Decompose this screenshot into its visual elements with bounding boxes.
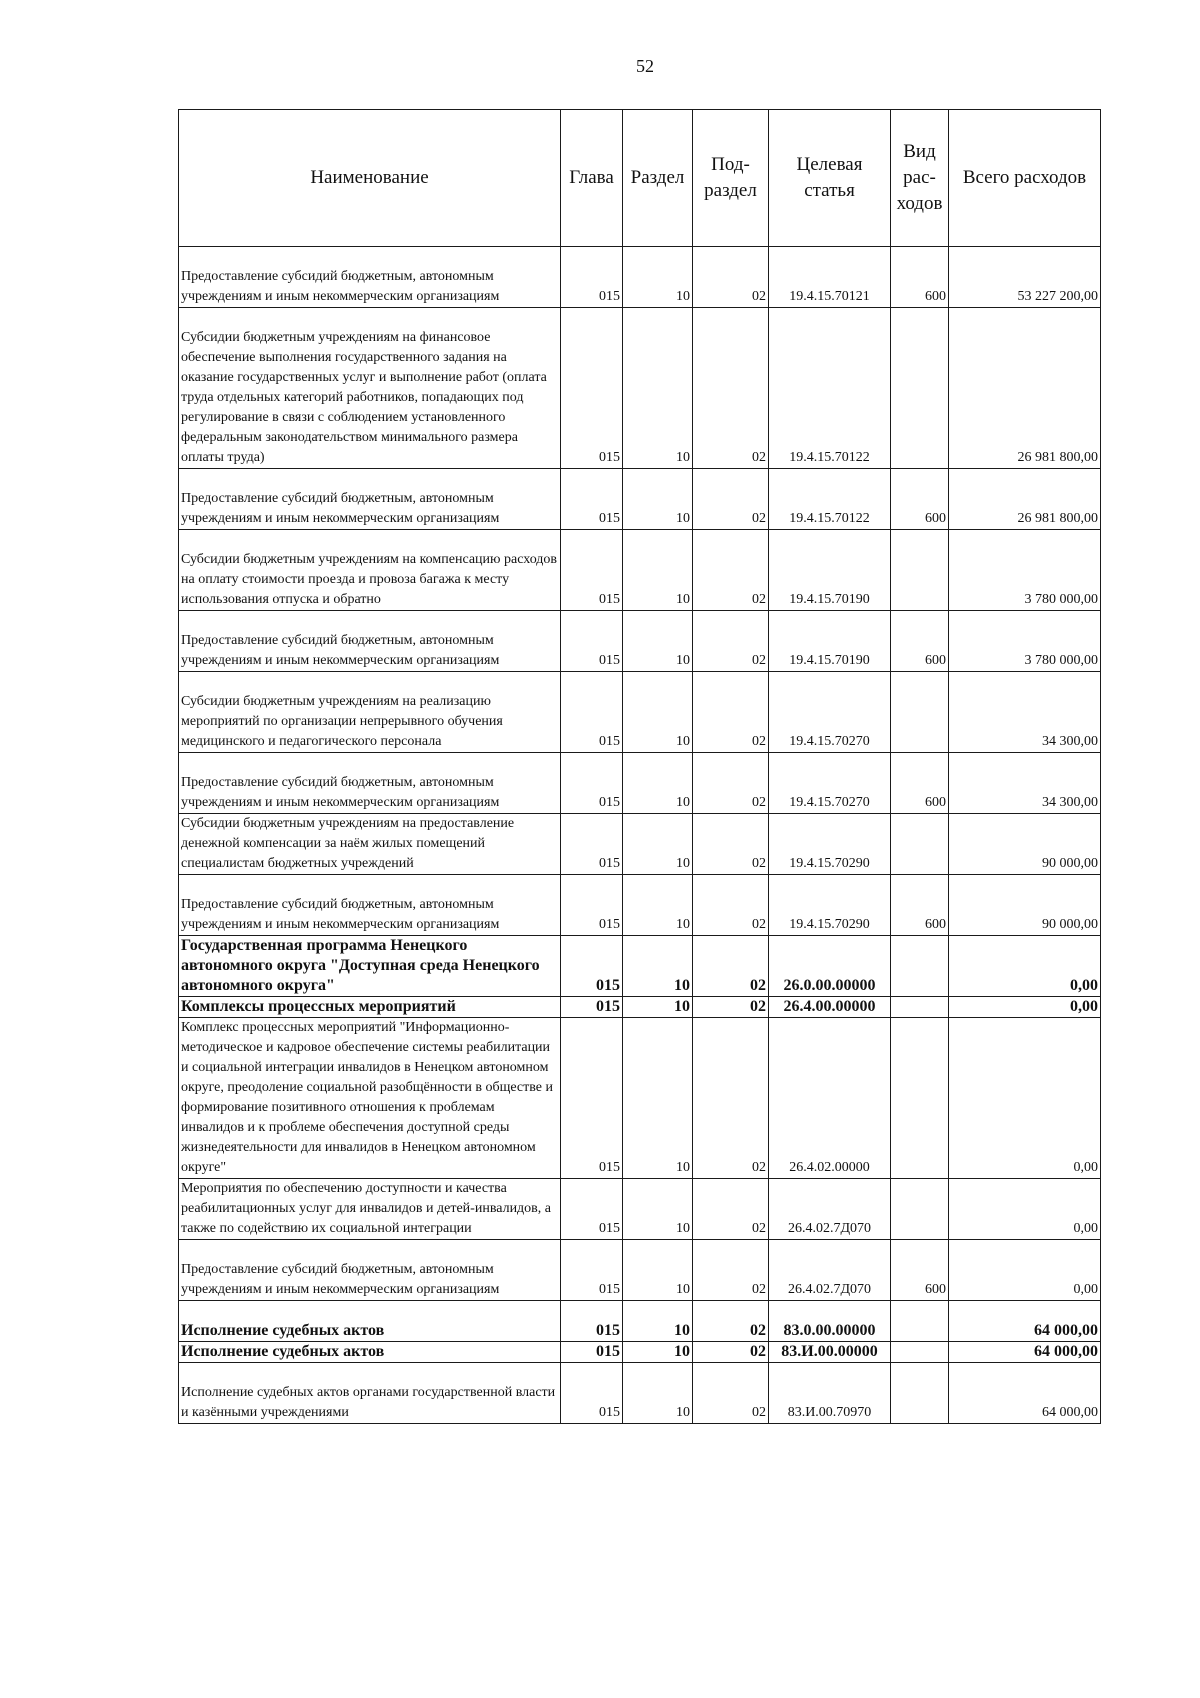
table-row	[179, 247, 1101, 308]
row-subsection: 02	[693, 469, 769, 530]
row-expense-type	[891, 672, 949, 753]
row-chapter: 015	[561, 1301, 623, 1342]
row-target-article: 19.4.15.70190	[769, 530, 891, 611]
row-expense-type	[891, 936, 949, 997]
row-total: 0,00	[949, 936, 1101, 997]
row-expense-type	[891, 308, 949, 469]
table-body	[179, 247, 1101, 1424]
table-row	[179, 1363, 1101, 1424]
row-subsection: 02	[693, 247, 769, 308]
table-row	[179, 611, 1101, 672]
header-total: Всего расходов	[949, 110, 1101, 247]
row-total: 90 000,00	[949, 814, 1101, 875]
row-chapter: 015	[561, 814, 623, 875]
table-row	[179, 1301, 1101, 1342]
row-total: 26 981 800,00	[949, 308, 1101, 469]
row-chapter: 015	[561, 611, 623, 672]
row-target-article: 26.4.02.00000	[769, 1018, 891, 1179]
table-row	[179, 308, 1101, 469]
row-name: Предоставление субсидий бюджетным, автономным учреждениям и иным некоммерческим организациям	[179, 1240, 561, 1301]
row-target-article: 26.4.02.7Д070	[769, 1179, 891, 1240]
row-chapter: 015	[561, 875, 623, 936]
row-total: 3 780 000,00	[949, 611, 1101, 672]
row-section: 10	[623, 1342, 693, 1363]
row-section: 10	[623, 1179, 693, 1240]
row-chapter: 015	[561, 1342, 623, 1363]
row-subsection: 02	[693, 1018, 769, 1179]
table-header	[179, 110, 1101, 247]
row-section: 10	[623, 753, 693, 814]
row-expense-type	[891, 1301, 949, 1342]
row-chapter: 015	[561, 247, 623, 308]
row-section: 10	[623, 936, 693, 997]
row-chapter: 015	[561, 469, 623, 530]
row-target-article: 19.4.15.70290	[769, 814, 891, 875]
table-row	[179, 753, 1101, 814]
row-chapter: 015	[561, 308, 623, 469]
row-target-article: 19.4.15.70190	[769, 611, 891, 672]
row-section: 10	[623, 308, 693, 469]
row-target-article: 83.И.00.70970	[769, 1363, 891, 1424]
row-section: 10	[623, 1363, 693, 1424]
table-row	[179, 1240, 1101, 1301]
row-name: Комплекс процессных мероприятий "Информационно-методическое и кадровое обеспечение системы реабилитации и социальной интеграции инвалидов в Ненецком автономном округе, преодоление социальной разобщённости в обществе и формирование позитивного отношения к проблемам инвалидов и к проблеме обеспечения доступной среды жизнедеятельности для инвалидов в Ненецком автономном округе"	[179, 1018, 561, 1179]
row-total: 0,00	[949, 1240, 1101, 1301]
row-total: 53 227 200,00	[949, 247, 1101, 308]
row-section: 10	[623, 814, 693, 875]
row-chapter: 015	[561, 1179, 623, 1240]
row-name: Комплексы процессных мероприятий	[179, 997, 561, 1018]
row-subsection: 02	[693, 1179, 769, 1240]
budget-table	[178, 109, 1101, 1424]
row-section: 10	[623, 1018, 693, 1179]
row-name: Предоставление субсидий бюджетным, автономным учреждениям и иным некоммерческим организациям	[179, 753, 561, 814]
row-total: 64 000,00	[949, 1301, 1101, 1342]
header-name: Наименование	[179, 110, 561, 247]
row-expense-type	[891, 1363, 949, 1424]
row-name: Предоставление субсидий бюджетным, автономным учреждениям и иным некоммерческим организациям	[179, 611, 561, 672]
row-target-article: 19.4.15.70270	[769, 753, 891, 814]
row-name: Исполнение судебных актов	[179, 1342, 561, 1363]
table-row	[179, 1018, 1101, 1179]
row-chapter: 015	[561, 1363, 623, 1424]
row-total: 90 000,00	[949, 875, 1101, 936]
row-subsection: 02	[693, 1240, 769, 1301]
row-expense-type	[891, 1018, 949, 1179]
row-total: 34 300,00	[949, 753, 1101, 814]
row-chapter: 015	[561, 1240, 623, 1301]
row-subsection: 02	[693, 1363, 769, 1424]
row-subsection: 02	[693, 611, 769, 672]
row-chapter: 015	[561, 753, 623, 814]
header-subsection: Под- раздел	[693, 110, 769, 247]
row-subsection: 02	[693, 530, 769, 611]
row-expense-type: 600	[891, 1240, 949, 1301]
row-target-article: 26.0.00.00000	[769, 936, 891, 997]
row-expense-type	[891, 997, 949, 1018]
row-name: Предоставление субсидий бюджетным, автономным учреждениям и иным некоммерческим организациям	[179, 469, 561, 530]
row-expense-type: 600	[891, 875, 949, 936]
table-row	[179, 1179, 1101, 1240]
row-subsection: 02	[693, 753, 769, 814]
row-name: Государственная программа Ненецкого автономного округа "Доступная среда Ненецкого автономного округа"	[179, 936, 561, 997]
row-chapter: 015	[561, 1018, 623, 1179]
row-expense-type	[891, 1342, 949, 1363]
row-target-article: 19.4.15.70290	[769, 875, 891, 936]
row-target-article: 19.4.15.70270	[769, 672, 891, 753]
row-name: Исполнение судебных актов	[179, 1301, 561, 1342]
row-section: 10	[623, 1240, 693, 1301]
row-subsection: 02	[693, 814, 769, 875]
table-row	[179, 469, 1101, 530]
row-name: Субсидии бюджетным учреждениям на компенсацию расходов на оплату стоимости проезда и провоза багажа к месту использования отпуска и обратно	[179, 530, 561, 611]
header-chapter: Глава	[561, 110, 623, 247]
header-target: Целевая статья	[769, 110, 891, 247]
row-name: Субсидии бюджетным учреждениям на предоставление денежной компенсации за наём жилых помещений специалистам бюджетных учреждений	[179, 814, 561, 875]
row-total: 0,00	[949, 1179, 1101, 1240]
row-section: 10	[623, 247, 693, 308]
row-section: 10	[623, 875, 693, 936]
table-row	[179, 814, 1101, 875]
row-chapter: 015	[561, 936, 623, 997]
header-section: Раздел	[623, 110, 693, 247]
row-target-article: 83.0.00.00000	[769, 1301, 891, 1342]
row-name: Субсидии бюджетным учреждениям на реализацию мероприятий по организации непрерывного обучения медицинского и педагогического персонала	[179, 672, 561, 753]
row-expense-type	[891, 530, 949, 611]
row-total: 64 000,00	[949, 1363, 1101, 1424]
row-chapter: 015	[561, 672, 623, 753]
row-expense-type: 600	[891, 611, 949, 672]
row-name: Мероприятия по обеспечению доступности и качества реабилитационных услуг для инвалидов и детей-инвалидов, а также по содействию их социальной интеграции	[179, 1179, 561, 1240]
row-target-article: 19.4.15.70121	[769, 247, 891, 308]
row-expense-type: 600	[891, 247, 949, 308]
row-total: 3 780 000,00	[949, 530, 1101, 611]
table-row	[179, 1342, 1101, 1363]
row-subsection: 02	[693, 997, 769, 1018]
table-row	[179, 997, 1101, 1018]
row-total: 26 981 800,00	[949, 469, 1101, 530]
row-target-article: 83.И.00.00000	[769, 1342, 891, 1363]
row-name: Предоставление субсидий бюджетным, автономным учреждениям и иным некоммерческим организациям	[179, 875, 561, 936]
row-section: 10	[623, 997, 693, 1018]
row-total: 34 300,00	[949, 672, 1101, 753]
row-name: Исполнение судебных актов органами государственной власти и казёнными учреждениями	[179, 1363, 561, 1424]
page-number: 52	[636, 56, 654, 76]
row-subsection: 02	[693, 1301, 769, 1342]
row-section: 10	[623, 469, 693, 530]
table-row	[179, 530, 1101, 611]
row-subsection: 02	[693, 308, 769, 469]
row-section: 10	[623, 611, 693, 672]
row-target-article: 19.4.15.70122	[769, 308, 891, 469]
row-chapter: 015	[561, 530, 623, 611]
row-target-article: 26.4.02.7Д070	[769, 1240, 891, 1301]
table-row	[179, 936, 1101, 997]
row-subsection: 02	[693, 672, 769, 753]
row-total: 0,00	[949, 997, 1101, 1018]
row-target-article: 19.4.15.70122	[769, 469, 891, 530]
row-section: 10	[623, 1301, 693, 1342]
row-total: 0,00	[949, 1018, 1101, 1179]
row-subsection: 02	[693, 875, 769, 936]
table-row	[179, 672, 1101, 753]
table-row	[179, 875, 1101, 936]
header-type: Вид рас- ходов	[891, 110, 949, 247]
row-subsection: 02	[693, 1342, 769, 1363]
row-section: 10	[623, 530, 693, 611]
row-expense-type: 600	[891, 753, 949, 814]
row-expense-type: 600	[891, 469, 949, 530]
row-target-article: 26.4.00.00000	[769, 997, 891, 1018]
row-subsection: 02	[693, 936, 769, 997]
row-total: 64 000,00	[949, 1342, 1101, 1363]
row-expense-type	[891, 814, 949, 875]
row-name: Субсидии бюджетным учреждениям на финансовое обеспечение выполнения государственного задания на оказание государственных услуг и выполнение работ (оплата труда отдельных категорий работников, попадающих под регулирование в связи с соблюдением установленного федеральным законодательством минимального размера оплаты труда)	[179, 308, 561, 469]
row-chapter: 015	[561, 997, 623, 1018]
row-name: Предоставление субсидий бюджетным, автономным учреждениям и иным некоммерческим организациям	[179, 247, 561, 308]
row-expense-type	[891, 1179, 949, 1240]
row-section: 10	[623, 672, 693, 753]
